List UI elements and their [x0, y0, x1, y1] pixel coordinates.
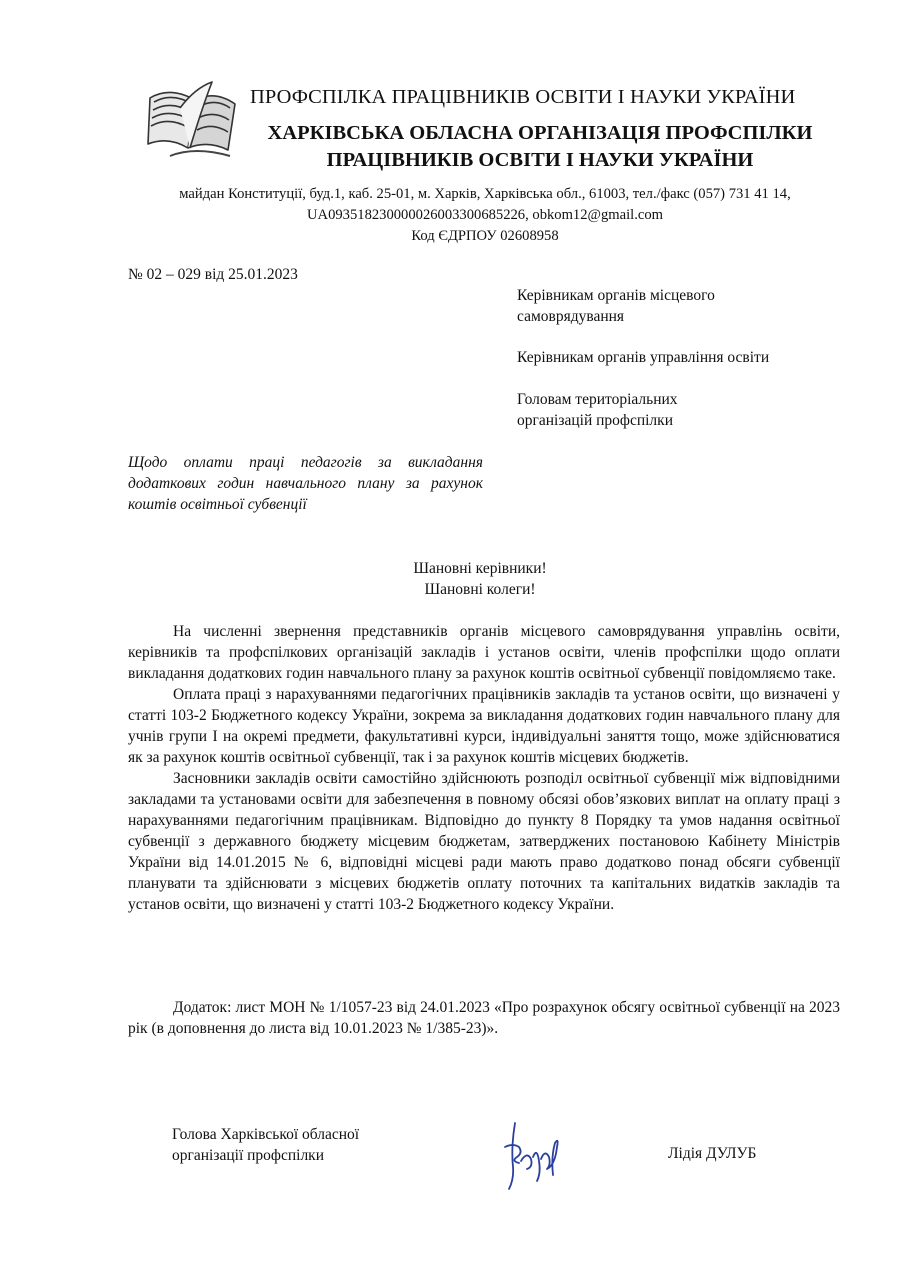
account-email-line: UA093518230000026003300685226, obkom12@gmail.com [307, 207, 663, 223]
signature-icon [497, 1117, 567, 1195]
letter-body [128, 621, 840, 915]
annex-note: Додаток: лист МОН № 1/1057-23 від 24.01.2023 «Про розрахунок обсягу освітньої субвенції на 2023 рік (в доповнення до листа від 10.01.2023 № 1/385-23)». [128, 999, 840, 1037]
org-name-line2: ПРАЦІВНИКІВ ОСВІТИ І НАУКИ УКРАЇНИ [326, 149, 754, 171]
signatory-name: Лідія ДУЛУБ [668, 1145, 757, 1162]
address-line: майдан Конституції, буд.1, каб. 25-01, м. Харків, Харківська обл., 61003, тел./факс (057) 731 41 14, [179, 186, 791, 202]
recipient-1-line2: самоврядування [517, 308, 625, 325]
greeting-line1: Шановні керівники! [413, 560, 547, 577]
signatory-title [172, 1124, 359, 1166]
body-paragraph: Засновники закладів освіти самостійно здійснюють розподіл освітньої субвенції між відповідними закладами та установами освіти для забезпечення в повному обсязі обов’язкових виплат на оплату праці з нарахуваннями педагогічним працівникам. Відповідно до пункту 8 Порядку та умов надання освітньої субвенції з державного бюджету місцевим бюджетам, затверджених постановою Кабінету Міністрів України від 14.01.2015 № 6, відповідні місцеві ради мають право додатково понад обсяги субвенції планувати та здійснювати з місцевих бюджетів оплату поточних та капітальних видатків закладів та установ освіти, що визначені у статті 103-2 Бюджетного кодексу України. [128, 770, 840, 913]
body-paragraph: На численні звернення представників органів місцевого самоврядування управлінь освіти, керівників та профспілкових організацій закладів і установ освіти, членів профспілки щодо оплати викладання додаткових годин навчального плану за рахунок коштів освітньої субвенції повідомляємо таке. [128, 623, 840, 682]
edrpou-line: Код ЄДРПОУ 02608958 [411, 228, 559, 244]
contact-details [120, 184, 850, 247]
recipient-2 [517, 347, 847, 368]
recipient-3-line2: організацій профспілки [517, 412, 673, 429]
union-name: ПРОФСПІЛКА ПРАЦІВНИКІВ ОСВІТИ І НАУКИ УКРАЇНИ [250, 86, 796, 108]
letter-reference: № 02 – 029 від 25.01.2023 [128, 266, 298, 283]
org-name-line1: ХАРКІВСЬКА ОБЛАСНА ОРГАНІЗАЦІЯ ПРОФСПІЛКИ [267, 122, 813, 144]
recipient-1 [517, 285, 847, 327]
signatory-title-line1: Голова Харківської обласної [172, 1126, 360, 1143]
recipient-2-line1: Керівникам органів управління освіти [517, 349, 770, 366]
body-paragraph: Оплата праці з нарахуваннями педагогічних працівників закладів та установ освіти, що визначені у статті 103-2 Бюджетного кодексу України, зокрема за викладання додаткових годин навчального плану для учнів групи І на окремі предмети, факультативні курси, індивідуальні заняття тощо, може здійснюватися як за рахунок коштів освітньої субвенції, так і за рахунок коштів місцевих бюджетів. [128, 686, 840, 766]
greeting-line2: Шановні колеги! [424, 581, 536, 598]
letter-subject: Щодо оплати праці педагогів за викладання додаткових годин навчального плану за рахунок коштів освітньої субвенції [128, 454, 483, 513]
recipient-3-line1: Головам територіальних [517, 391, 678, 408]
signatory-title-line2: організації профспілки [172, 1147, 325, 1164]
recipient-1-line1: Керівникам органів місцевого [517, 287, 715, 304]
recipient-3 [517, 389, 847, 431]
open-book-icon [140, 78, 240, 163]
regional-organization-name [250, 120, 830, 174]
